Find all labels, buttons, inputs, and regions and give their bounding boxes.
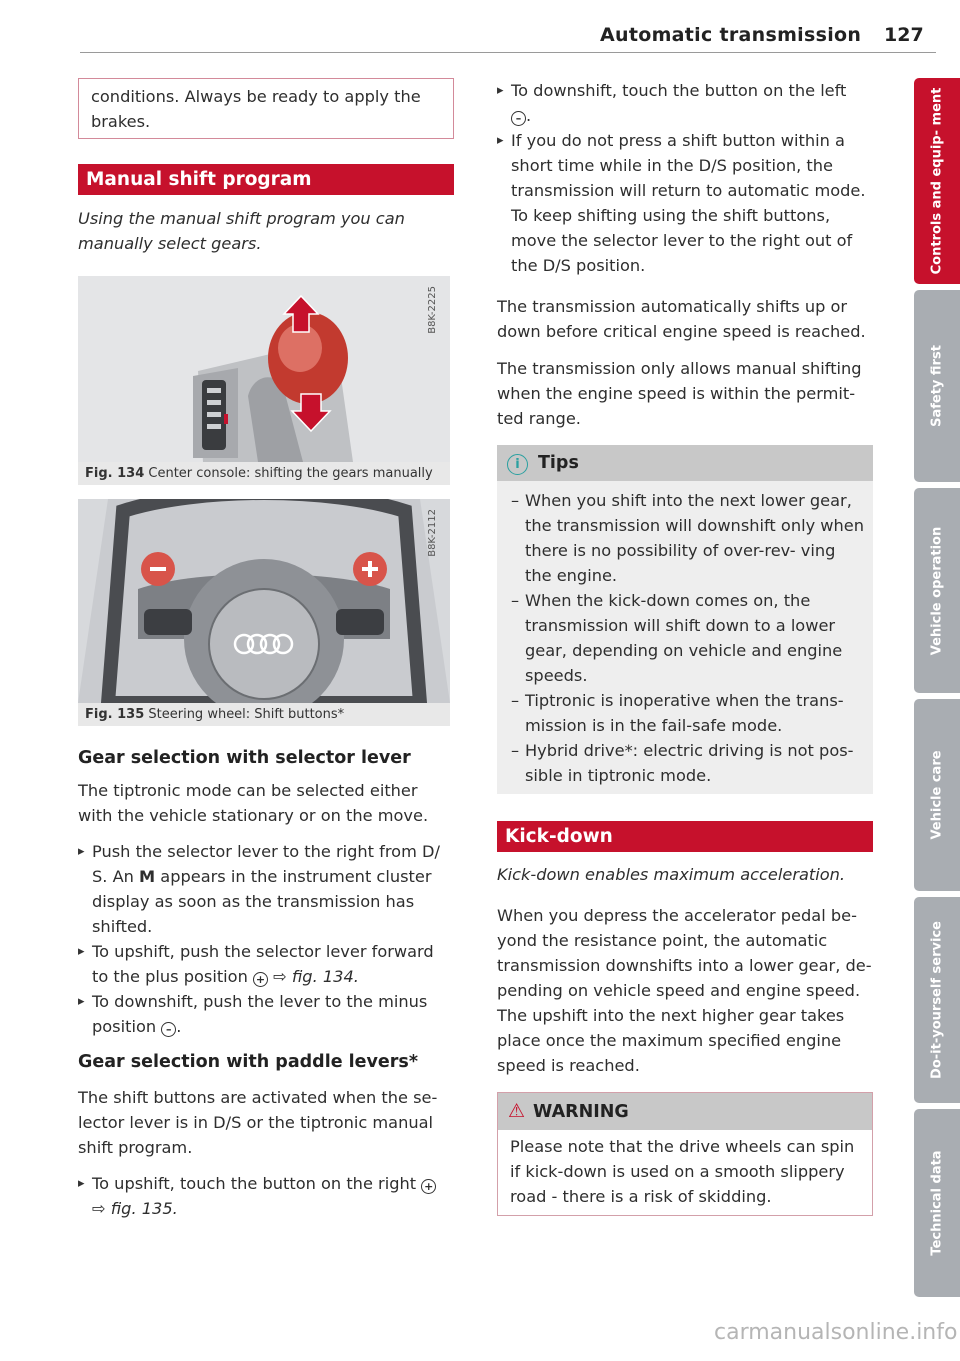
tab-label: Do-it-yourself service xyxy=(929,921,945,1079)
figure-135 xyxy=(78,499,450,703)
list-item: ▸ Push the selector lever to the right from D/ S. An M appears in the instrument cluster display as soon as the transmission has shifted. xyxy=(78,839,454,939)
paragraph-permitted-range: The transmission only allows manual shifting when the engine speed is within the permit- ted range. xyxy=(497,359,862,428)
tips-box xyxy=(497,445,873,794)
section-title-kick-down: Kick-down xyxy=(497,821,873,852)
figure-134 xyxy=(78,276,450,462)
intro-paragraph: conditions. Always be ready to apply the brakes. xyxy=(91,87,421,131)
tab-label: Vehicle operation xyxy=(929,526,945,655)
m-indicator: M xyxy=(139,867,156,886)
steering-wheel-illustration xyxy=(78,499,450,703)
tip-item: – When the kick-down comes on, the transmission will shift down to a lower gear, depending on vehicle and engine speeds. xyxy=(497,588,873,688)
list-item: ▸ To upshift, touch the button on the right + ⇨ fig. 135. xyxy=(78,1171,454,1221)
section-lead-kick-down: Kick-down enables maximum acceleration. xyxy=(497,865,846,884)
info-icon: i xyxy=(507,454,528,475)
gear-selector-illustration xyxy=(78,276,450,462)
tip-item: – Tiptronic is inoperative when the trans- mission is in the fail-safe mode. xyxy=(497,688,873,738)
continued-text-box xyxy=(78,78,454,139)
tab-label: Technical data xyxy=(929,1150,945,1256)
figure-number: Fig. 134 xyxy=(85,466,145,481)
warning-box xyxy=(497,1092,873,1216)
section-title-manual-shift: Manual shift program xyxy=(78,164,454,195)
tab-vehicle-operation[interactable] xyxy=(914,488,960,693)
plus-symbol-icon: + xyxy=(421,1179,436,1194)
tab-do-it-yourself-service[interactable] xyxy=(914,897,960,1103)
figure-135-caption xyxy=(78,703,450,726)
tab-label: Controls and equip- ment xyxy=(929,87,945,275)
tab-vehicle-care[interactable] xyxy=(914,699,960,891)
list-item: ▸ To upshift, push the selector lever forward to the plus position + ⇨ fig. 134. xyxy=(78,939,454,989)
paragraph-auto-shift: The transmission automatically shifts up or down before critical engine speed is reached. xyxy=(497,297,866,341)
tab-safety-first[interactable] xyxy=(914,290,960,482)
list-item: ▸ If you do not press a shift button within a short time while in the D/S position, the transmission will return to automatic mode. To keep shifting using the shift buttons, move the selector lever to the right out of the D/S position. xyxy=(497,128,873,278)
tab-controls-and-equipment[interactable] xyxy=(914,78,960,284)
heading-paddle-levers: Gear selection with paddle levers* xyxy=(78,1052,419,1072)
paragraph-paddle-levers: The shift buttons are activated when the se- lector lever is in D/S or the tiptronic manual shift program. xyxy=(78,1088,438,1157)
warning-triangle-icon: ⚠ xyxy=(508,1100,526,1122)
figure-code: B8K-2112 xyxy=(427,509,438,557)
tab-label: Safety first xyxy=(929,345,945,427)
instruction-list-selector xyxy=(78,839,454,1039)
tab-technical-data[interactable] xyxy=(914,1109,960,1297)
figure-caption-text: Center console: shifting the gears manually xyxy=(148,466,433,481)
tips-title: Tips xyxy=(538,453,579,473)
figure-caption-text: Steering wheel: Shift buttons* xyxy=(148,707,345,722)
heading-selector-lever: Gear selection with selector lever xyxy=(78,748,411,768)
figure-number: Fig. 135 xyxy=(85,707,145,722)
minus-symbol-icon: – xyxy=(511,111,526,126)
tip-item: – Hybrid drive*: electric driving is not pos- sible in tiptronic mode. xyxy=(497,738,873,788)
right-column xyxy=(497,78,873,1216)
tips-header xyxy=(497,445,873,481)
watermark: carmanualsonline.info xyxy=(714,1320,958,1345)
tab-label: Vehicle care xyxy=(929,750,945,840)
section-lead-manual-shift: Using the manual shift program you can manually select gears. xyxy=(78,209,405,253)
warning-text: Please note that the drive wheels can spin if kick-down is used on a smooth slippery road - there is a risk of skidding. xyxy=(510,1137,855,1206)
figure-134-caption xyxy=(78,462,450,485)
list-item: ▸ To downshift, touch the button on the left – . xyxy=(497,78,873,128)
figure-reference-link[interactable]: ⇨ fig. 135. xyxy=(92,1199,178,1218)
minus-symbol-icon: – xyxy=(161,1022,176,1037)
warning-title: WARNING xyxy=(533,1102,629,1122)
page-header-title: Automatic transmission xyxy=(600,24,862,46)
figure-code: B8K-2225 xyxy=(427,286,438,334)
warning-header xyxy=(498,1093,872,1130)
plus-symbol-icon: + xyxy=(253,972,268,987)
figure-reference-link[interactable]: ⇨ fig. 134. xyxy=(273,967,359,986)
paragraph-selector-lever: The tiptronic mode can be selected either with the vehicle stationary or on the move. xyxy=(78,781,429,825)
page-number: 127 xyxy=(884,24,924,46)
list-item: ▸ To downshift, push the lever to the minus position – . xyxy=(78,989,454,1039)
left-column xyxy=(78,78,454,1221)
paragraph-kick-down: When you depress the accelerator pedal be- yond the resistance point, the automatic transmission downshifts into a lower gear, de- pending on vehicle speed and engine speed. The upshift into the next higher gear takes place once the maximum specified engine speed is reached. xyxy=(497,906,872,1075)
header-rule xyxy=(80,52,936,53)
tip-item: – When you shift into the next lower gear, the transmission will downshift only when there is no possibility of over-rev- ving the engine. xyxy=(497,488,873,588)
